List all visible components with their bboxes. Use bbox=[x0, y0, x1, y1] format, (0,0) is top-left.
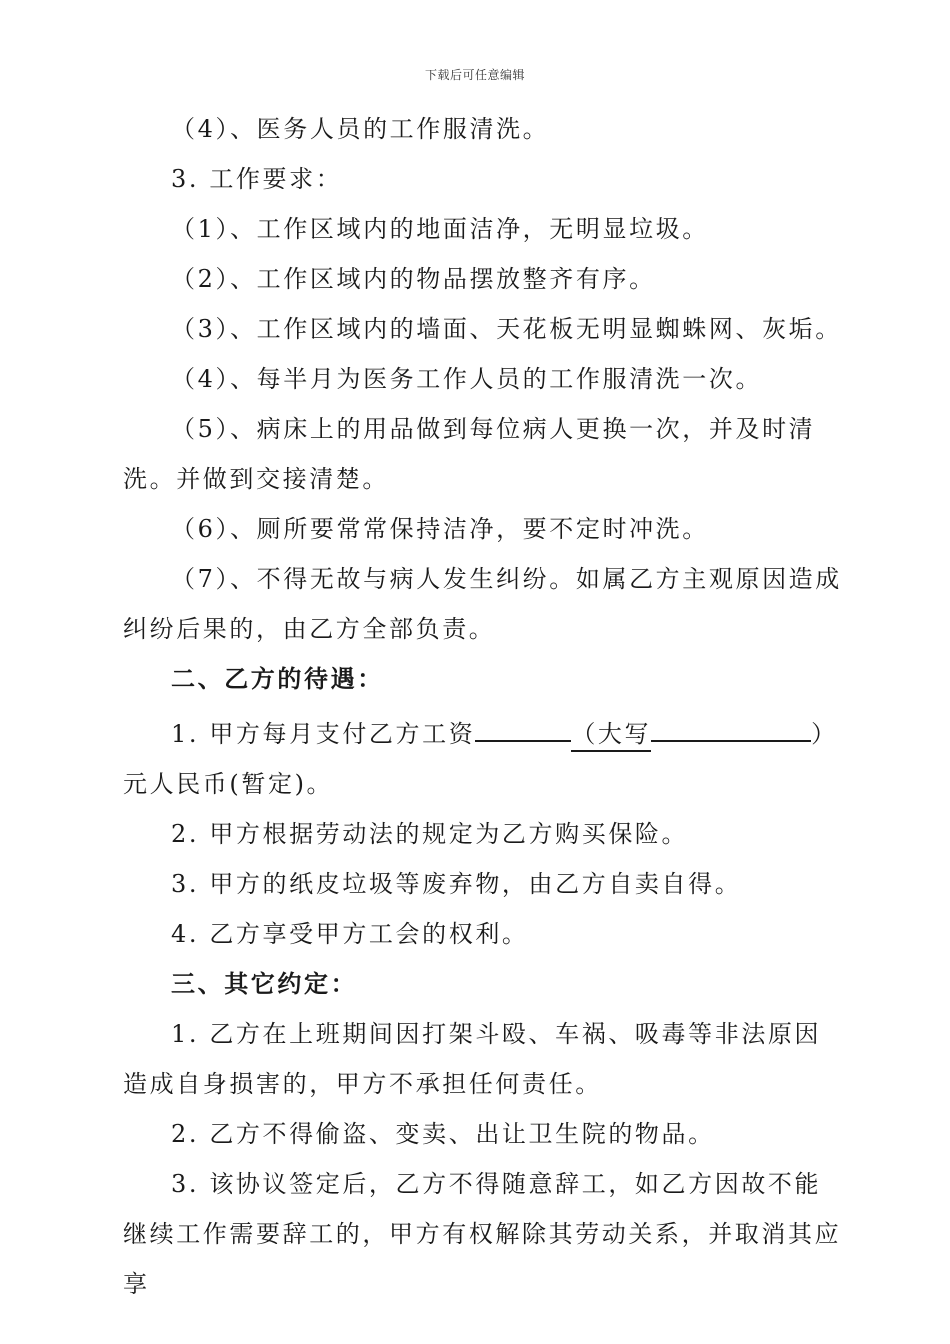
paragraph-item-4-uniform-washing: （4）、医务人员的工作服清洗。 bbox=[171, 115, 550, 143]
heading-party-b-benefits: 二、乙方的待遇： bbox=[171, 664, 384, 693]
section-work-requirements: 3. 工作要求： bbox=[171, 165, 343, 193]
salary-capital-blank bbox=[651, 704, 811, 742]
benefit-3-waste-sale: 3. 甲方的纸皮垃圾等废弃物，由乙方自卖自得。 bbox=[171, 870, 742, 898]
document-body bbox=[123, 104, 845, 1309]
benefit-4-union-rights: 4. 乙方享受甲方工会的权利。 bbox=[171, 920, 529, 948]
salary-capital-label: （大写 bbox=[571, 720, 651, 752]
requirement-3: （3）、工作区域内的墙面、天花板无明显蜘蛛网、灰垢。 bbox=[171, 315, 842, 343]
salary-suffix: ）元人民币(暂定)。 bbox=[123, 720, 838, 798]
benefit-1-salary bbox=[123, 704, 845, 809]
requirement-5: （5）、病床上的用品做到每位病人更换一次，并及时清洗。并做到交接清楚。 bbox=[123, 415, 816, 493]
agreement-1: 1. 乙方在上班期间因打架斗殴、车祸、吸毒等非法原因造成自身损害的，甲方不承担任何责任。 bbox=[123, 1020, 822, 1098]
heading-other-agreements: 三、其它约定： bbox=[171, 969, 358, 998]
agreement-3: 3. 该协议签定后，乙方不得随意辞工，如乙方因故不能继续工作需要辞工的，甲方有权解除其劳动关系，并取消其应享 bbox=[123, 1170, 842, 1298]
salary-prefix: 1. 甲方每月支付乙方工资 bbox=[171, 720, 476, 748]
requirement-1: （1）、工作区域内的地面洁净，无明显垃圾。 bbox=[171, 215, 709, 243]
agreement-2: 2. 乙方不得偷盗、变卖、出让卫生院的物品。 bbox=[171, 1120, 715, 1148]
benefit-2-insurance: 2. 甲方根据劳动法的规定为乙方购买保险。 bbox=[171, 820, 689, 848]
requirement-4: （4）、每半月为医务工作人员的工作服清洗一次。 bbox=[171, 365, 763, 393]
requirement-7: （7）、不得无故与病人发生纠纷。如属乙方主观原因造成纠纷后果的，由乙方全部负责。 bbox=[123, 565, 842, 643]
salary-amount-blank bbox=[475, 704, 571, 742]
requirement-2: （2）、工作区域内的物品摆放整齐有序。 bbox=[171, 265, 656, 293]
requirement-6: （6）、厕所要常常保持洁净，要不定时冲洗。 bbox=[171, 515, 709, 543]
header-note: 下载后可任意编辑 bbox=[424, 68, 525, 82]
